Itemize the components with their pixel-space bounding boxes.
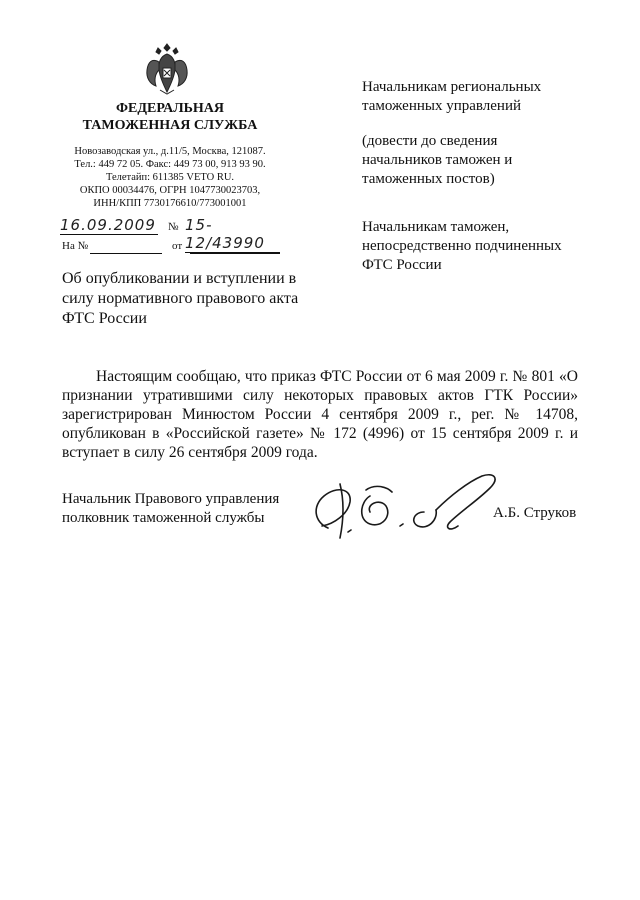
recipient-line: непосредственно подчиненных	[362, 238, 562, 254]
subject	[62, 269, 302, 329]
phone-line: Тел.: 449 72 05. Факс: 449 73 00, 913 93 90.	[74, 159, 266, 170]
registration-date: 16.09.2009	[60, 216, 158, 235]
org-name-line1: ФЕДЕРАЛЬНАЯ	[115, 101, 224, 116]
recipient-group-1	[362, 78, 612, 116]
recipient-line: начальников таможен и	[362, 152, 513, 168]
handwritten-signature	[300, 466, 520, 546]
registration-number: 15-12/43990	[185, 216, 280, 253]
recipient-line: (довести до сведения	[362, 133, 498, 149]
recipient-line: таможенных постов)	[362, 171, 495, 187]
ref-number-blank	[90, 240, 162, 254]
number-label: №	[168, 221, 179, 233]
from-label: от	[172, 240, 183, 252]
subject-line: силу нормативного правового акта	[62, 290, 299, 307]
subject-line: Об опубликовании и вступлении в	[62, 270, 297, 287]
ref-date-blank	[190, 240, 280, 254]
position-line: Начальник Правового управления	[62, 491, 280, 507]
signatory-position	[62, 490, 302, 528]
okpo-line: ОКПО 00034476, ОГРН 1047730023703,	[79, 185, 261, 196]
recipient-note	[362, 132, 612, 189]
letter-body	[62, 367, 578, 462]
subject-line: ФТС России	[62, 310, 147, 327]
body-paragraph: Настоящим сообщаю, что приказ ФТС России от 6 мая 2009 г. № 801 «О признании утратившими силу некоторых правовых актов ГТК России» зарегистрирован Минюстом России 4 сентября 2009 г., рег. № 14708, опубликован в «Российской газете» № 172 (4996) от 15 сентября 2009 г. и вступает в силу 26 сентября 2009 года.	[62, 368, 578, 461]
recipient-line: Начальникам региональных	[362, 79, 542, 95]
recipient-line: таможенных управлений	[362, 98, 522, 114]
inn-line: ИНН/КПП 7730176610/773001001	[93, 198, 247, 209]
signatory-name: А.Б. Струков	[493, 505, 577, 521]
teletype-line: Телетайп: 611385 VETO RU.	[105, 172, 235, 183]
position-line: полковник таможенной службы	[62, 510, 265, 526]
recipient-line: ФТС России	[362, 257, 442, 273]
recipient-line: Начальникам таможен,	[362, 219, 510, 235]
org-name-line2: ТАМОЖЕННАЯ СЛУЖБА	[82, 118, 258, 133]
coat-of-arms-icon	[144, 40, 190, 96]
recipient-group-2	[362, 218, 612, 275]
address-line: Новозаводская ул., д.11/5, Москва, 121087.	[74, 146, 266, 157]
ref-label: На №	[62, 240, 89, 252]
